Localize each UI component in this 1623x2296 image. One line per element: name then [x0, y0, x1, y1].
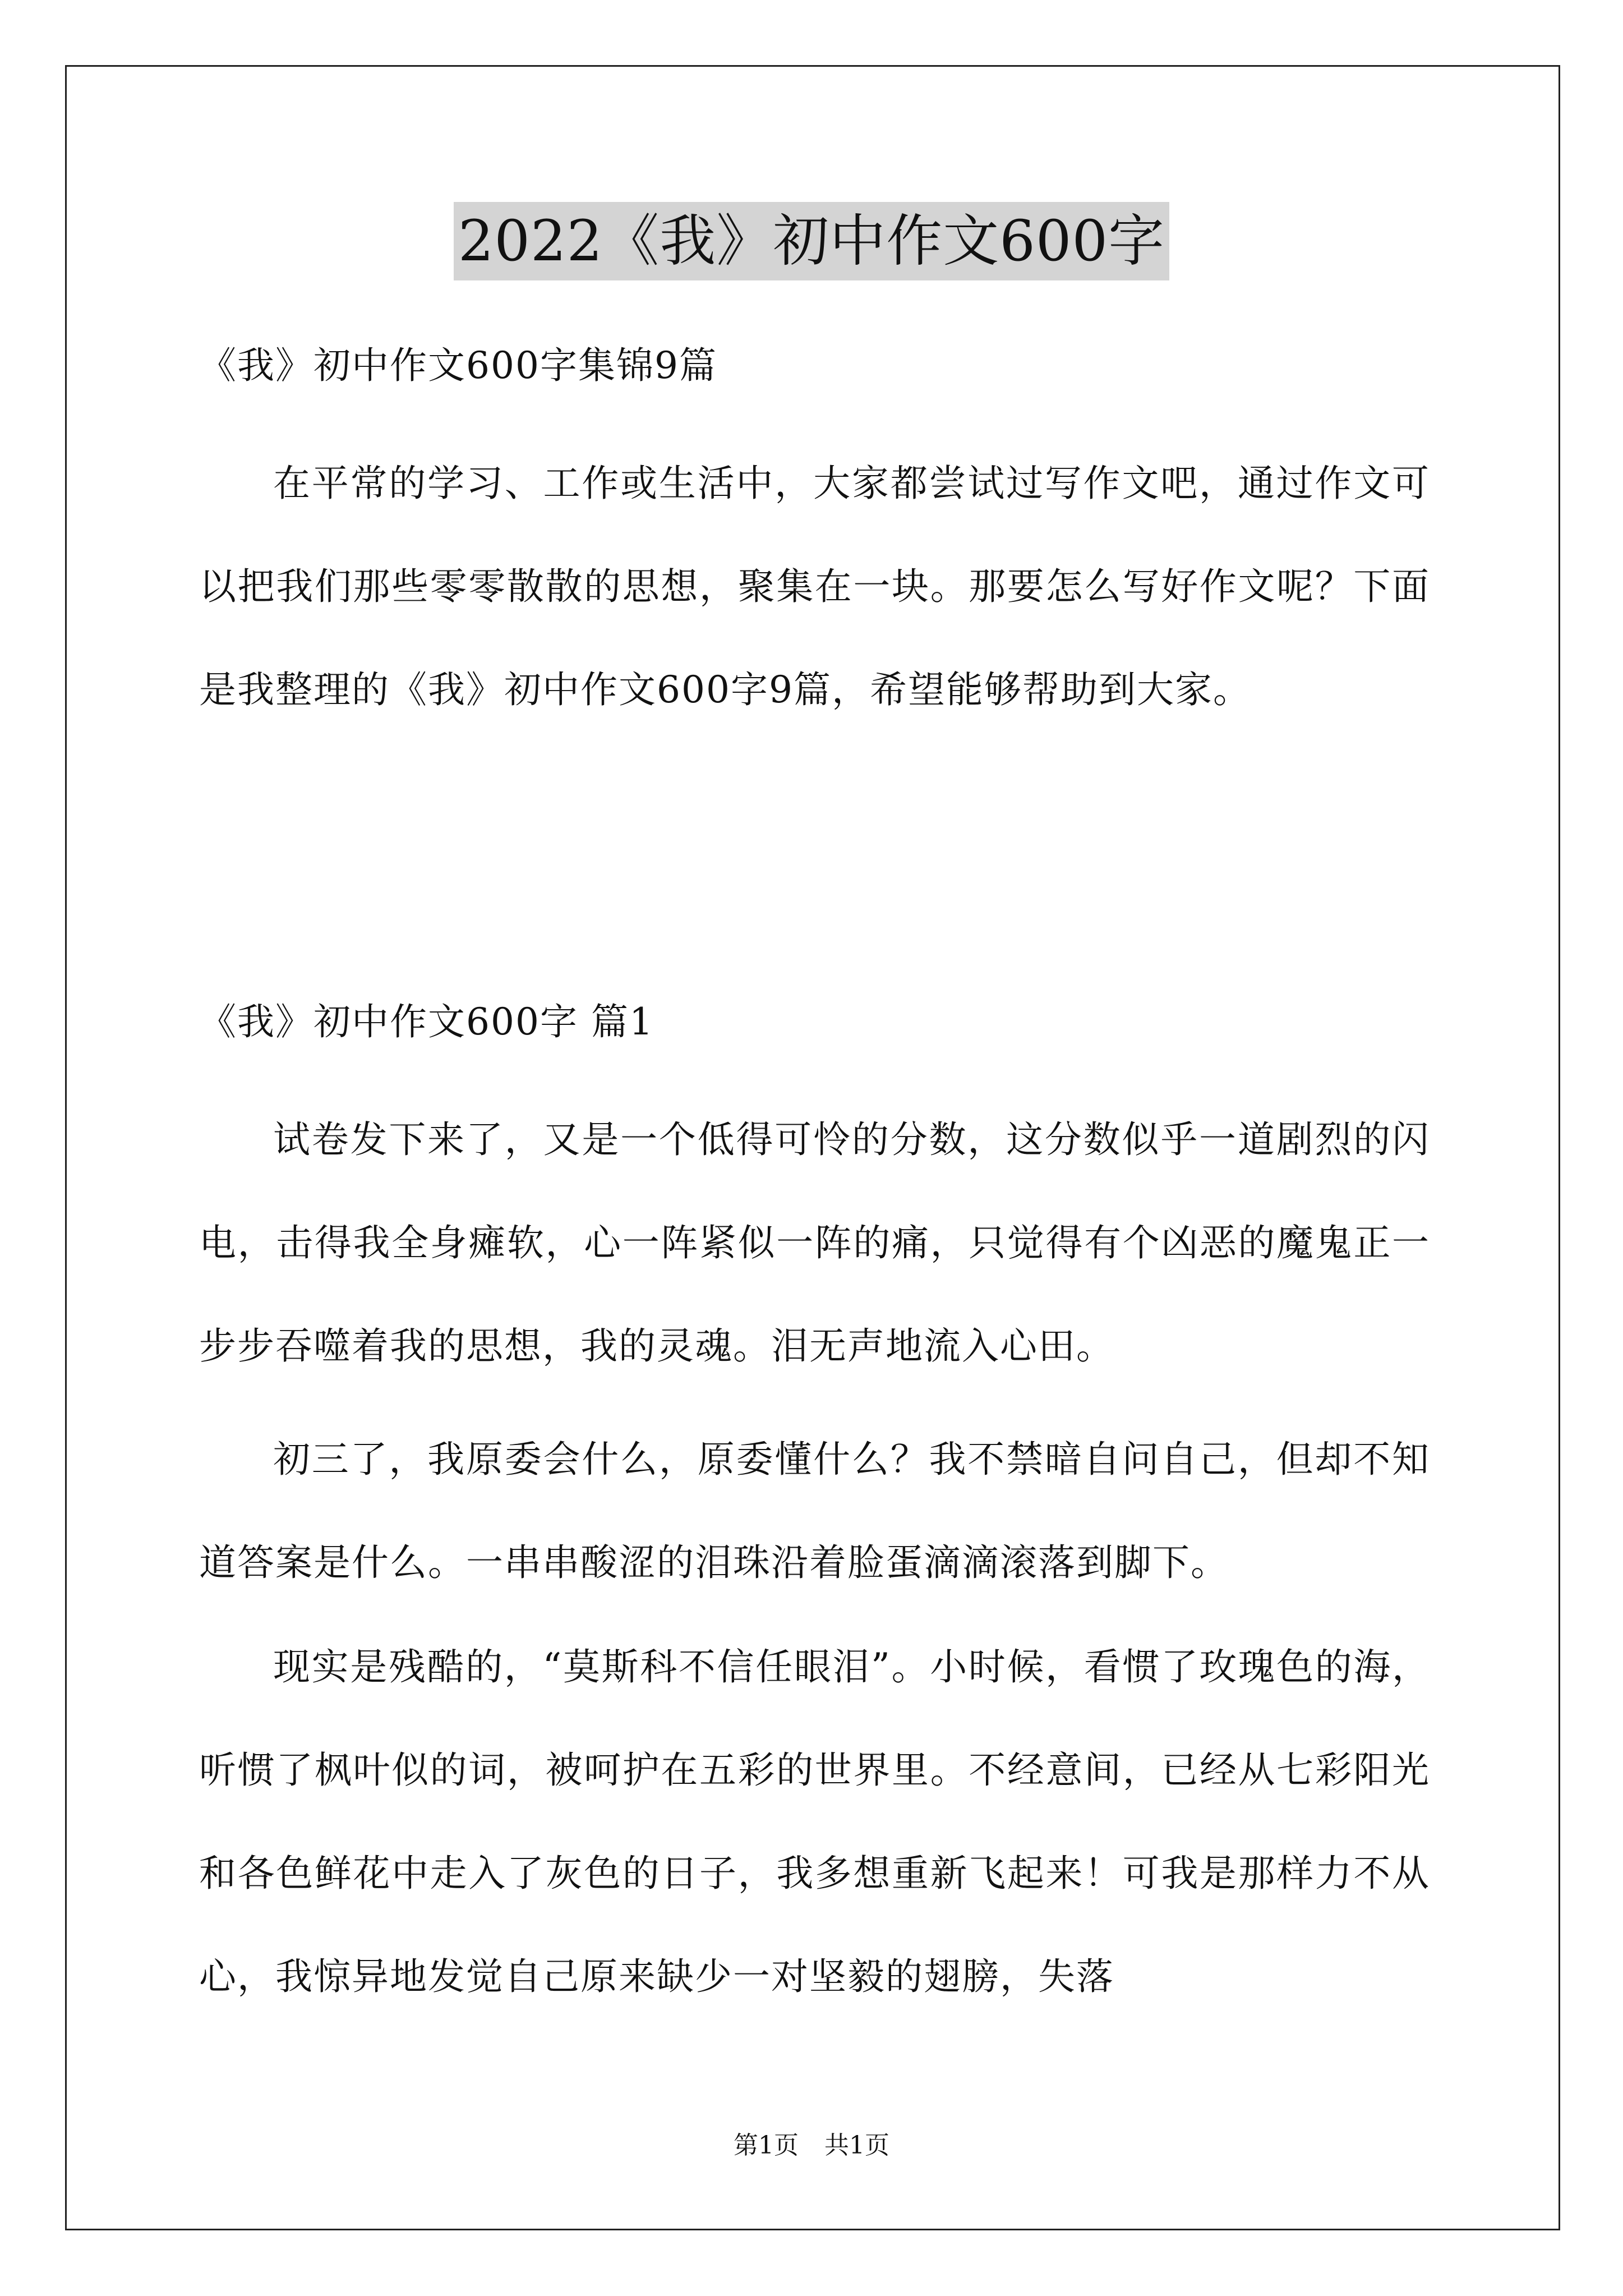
title-container — [0, 202, 1623, 280]
essay-paragraph-3: 现实是残酷的，“莫斯科不信任眼泪”。小时候，看惯了玫瑰色的海，听惯了枫叶似的词，被呵护在五彩的世界里。不经意间，已经从七彩阳光和各色鲜花中走入了灰色的日子，我多想重新飞起来！可我是那样力不从心，我惊异地发觉自己原来缺少一对坚毅的翅膀，失落 — [199, 1645, 1430, 1998]
collection-label: 《我》初中作文600字集锦9篇 — [199, 344, 717, 387]
essay-paragraph-1: 试卷发下来了，又是一个低得可怜的分数，这分数似乎一道剧烈的闪电，击得我全身瘫软，心一阵紧似一阵的痛，只觉得有个凶恶的魔鬼正一步步吞噬着我的思想，我的灵魂。泪无声地流入心田。 — [199, 1118, 1430, 1368]
page-number-total: 共1页 — [824, 2131, 889, 2160]
section-title: 《我》初中作文600字 篇1 — [199, 1000, 654, 1043]
intro-paragraph: 在平常的学习、工作或生活中，大家都尝试过写作文吧，通过作文可以把我们那些零零散散的思想，聚集在一块。那要怎么写好作文呢？下面是我整理的《我》初中作文600字9篇，希望能够帮助到大家。 — [199, 462, 1430, 711]
page-footer — [0, 2129, 1623, 2162]
document-title: 2022《我》初中作文600字 — [454, 202, 1169, 280]
essay-paragraph-2: 初三了，我原委会什么，原委懂什么？我不禁暗自问自己，但却不知道答案是什么。一串串酸涩的泪珠沿着脸蛋滴滴滚落到脚下。 — [199, 1438, 1430, 1584]
page-number-current: 第1页 — [734, 2131, 799, 2160]
